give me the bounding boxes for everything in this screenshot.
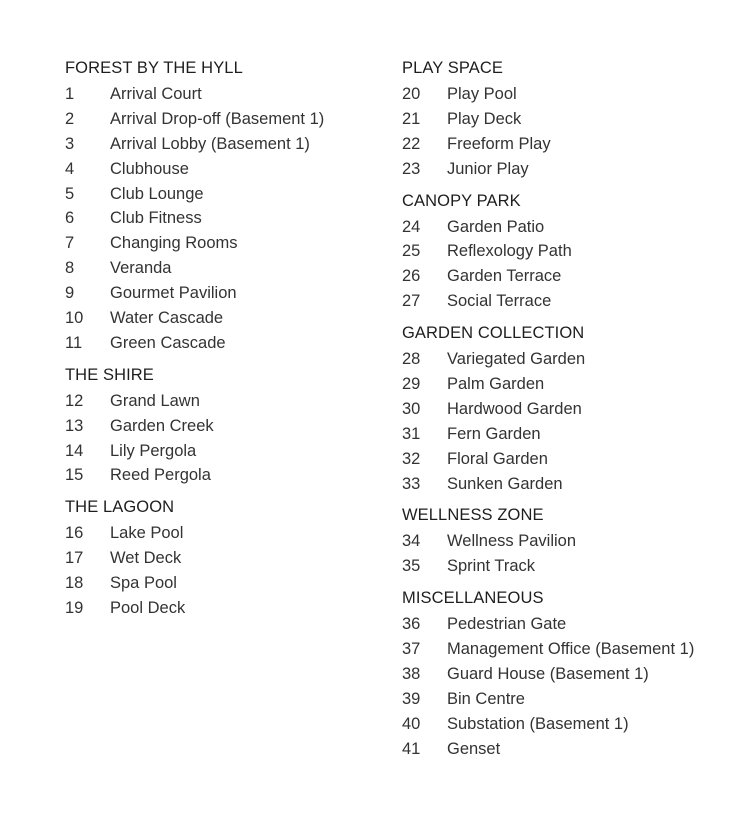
- legend-item-label: Arrival Drop-off (Basement 1): [110, 109, 325, 128]
- legend-item-number: 12: [65, 391, 84, 410]
- legend-item-label: Lake Pool: [110, 524, 184, 543]
- legend-item-number: 8: [65, 259, 75, 278]
- legend-item: [402, 132, 732, 157]
- legend-item-number: 28: [402, 350, 421, 369]
- legend-section: [402, 505, 732, 579]
- legend-item-number: 23: [402, 159, 421, 178]
- legend-item-label: Pool Deck: [110, 598, 186, 617]
- legend-item-label: Hardwood Garden: [447, 399, 582, 418]
- legend-column-right: [402, 58, 732, 771]
- legend-item-number: 22: [402, 134, 421, 153]
- legend-item: [65, 182, 385, 207]
- section-title: CANOPY PARK: [402, 191, 521, 210]
- legend-item: [402, 372, 732, 397]
- legend-item-number: 5: [65, 184, 75, 203]
- legend-section: [402, 588, 732, 761]
- legend-item-number: 36: [402, 615, 421, 634]
- legend-item-number: 29: [402, 374, 421, 393]
- legend-item: [402, 422, 732, 447]
- legend-item: [65, 306, 385, 331]
- legend-item-label: Spa Pool: [110, 574, 177, 593]
- legend-item-number: 24: [402, 217, 421, 236]
- legend-item-number: 25: [402, 242, 421, 261]
- legend-item: [402, 737, 732, 762]
- legend-item-label: Veranda: [110, 259, 172, 278]
- legend-item-number: 35: [402, 557, 421, 576]
- legend-item: [402, 347, 732, 372]
- legend-item-label: Changing Rooms: [110, 234, 238, 253]
- legend-item-number: 38: [402, 664, 421, 683]
- legend-item-label: Bin Centre: [447, 689, 525, 708]
- legend-section: [402, 191, 732, 315]
- legend-item-number: 26: [402, 267, 421, 286]
- legend-item: [65, 132, 385, 157]
- legend-item: [65, 439, 385, 464]
- legend-item: [402, 637, 732, 662]
- legend-item: [402, 289, 732, 314]
- legend-item-label: Social Terrace: [447, 292, 552, 311]
- legend-item: [65, 231, 385, 256]
- legend-column-left: [65, 58, 385, 630]
- legend-item: [402, 472, 732, 497]
- legend-item-label: Palm Garden: [447, 374, 545, 393]
- legend-item-label: Garden Patio: [447, 217, 545, 236]
- legend-item-number: 34: [402, 532, 421, 551]
- legend-item-label: Substation (Basement 1): [447, 714, 629, 733]
- legend-item: [402, 397, 732, 422]
- legend-item: [402, 157, 732, 182]
- legend-item: [65, 546, 385, 571]
- legend-item-label: Club Lounge: [110, 184, 204, 203]
- section-title: WELLNESS ZONE: [402, 506, 544, 525]
- legend-item: [65, 389, 385, 414]
- section-title: GARDEN COLLECTION: [402, 324, 585, 343]
- legend-item-number: 17: [65, 549, 84, 568]
- legend-section: [65, 58, 385, 356]
- legend-item-label: Reflexology Path: [447, 242, 572, 261]
- legend-item-number: 33: [402, 474, 421, 493]
- legend-item-number: 7: [65, 234, 75, 253]
- legend-item-number: 1: [65, 84, 75, 103]
- section-title: PLAY SPACE: [402, 59, 503, 77]
- legend-item: [65, 571, 385, 596]
- legend-item: [402, 107, 732, 132]
- legend-item: [65, 414, 385, 439]
- legend-item: [402, 264, 732, 289]
- legend-item: [402, 239, 732, 264]
- legend-item-number: 3: [65, 134, 75, 153]
- legend-item-label: Floral Garden: [447, 449, 548, 468]
- legend-item-label: Fern Garden: [447, 424, 541, 443]
- legend-item-number: 11: [65, 333, 83, 352]
- legend-item-number: 21: [402, 109, 421, 128]
- legend-section: [65, 497, 385, 621]
- legend-item-number: 30: [402, 399, 421, 418]
- legend-item-number: 37: [402, 640, 421, 659]
- legend-item-label: Club Fitness: [110, 209, 202, 228]
- legend-item-number: 19: [65, 598, 84, 617]
- legend-item: [65, 82, 385, 107]
- legend-item-label: Grand Lawn: [110, 391, 200, 410]
- legend-item-number: 9: [65, 284, 75, 303]
- legend-item: [402, 215, 732, 240]
- legend-item-number: 2: [65, 109, 75, 128]
- legend-item-label: Reed Pergola: [110, 466, 211, 485]
- legend-item: [65, 256, 385, 281]
- legend-item-number: 13: [65, 416, 84, 435]
- legend-item-label: Wellness Pavilion: [447, 532, 577, 551]
- legend-item: [65, 596, 385, 621]
- legend-item-label: Arrival Lobby (Basement 1): [110, 134, 310, 153]
- legend-item-label: Guard House (Basement 1): [447, 664, 649, 683]
- legend-item-number: 32: [402, 449, 421, 468]
- legend-item: [402, 447, 732, 472]
- legend-item: [65, 463, 385, 488]
- legend-item-number: 27: [402, 292, 421, 311]
- legend-item-number: 10: [65, 308, 84, 327]
- legend-section: [65, 365, 385, 489]
- section-title: THE SHIRE: [65, 365, 154, 384]
- legend-item: [402, 82, 732, 107]
- legend-item: [402, 612, 732, 637]
- legend-item-number: 14: [65, 441, 84, 460]
- legend-item: [65, 157, 385, 182]
- legend-item: [402, 662, 732, 687]
- legend-section: [402, 323, 732, 496]
- legend-item-number: 16: [65, 524, 84, 543]
- legend-item-number: 39: [402, 689, 421, 708]
- legend-item: [65, 107, 385, 132]
- legend-item-label: Water Cascade: [110, 308, 224, 327]
- legend-item: [65, 521, 385, 546]
- legend-item-label: Freeform Play: [447, 134, 551, 153]
- legend-item-number: 20: [402, 84, 421, 103]
- legend-item: [65, 281, 385, 306]
- legend-item-label: Play Deck: [447, 109, 522, 128]
- legend-item: [402, 687, 732, 712]
- legend-item-label: Wet Deck: [110, 549, 182, 568]
- legend-item-label: Junior Play: [447, 159, 529, 178]
- legend-item-label: Management Office (Basement 1): [447, 640, 695, 659]
- legend-item-number: 41: [402, 739, 421, 758]
- legend-item-label: Arrival Court: [110, 84, 202, 103]
- legend-item-label: Clubhouse: [110, 159, 189, 178]
- section-title: THE LAGOON: [65, 498, 175, 517]
- legend-item-number: 40: [402, 714, 421, 733]
- legend-item-label: Variegated Garden: [447, 350, 586, 369]
- legend-item: [402, 712, 732, 737]
- legend-item-number: 4: [65, 159, 75, 178]
- legend-item-number: 6: [65, 209, 75, 228]
- legend-section: [402, 58, 732, 182]
- legend-item-number: 18: [65, 574, 84, 593]
- legend-item-label: Green Cascade: [110, 333, 226, 352]
- legend-item-label: Gourmet Pavilion: [110, 284, 237, 303]
- legend-item-number: 15: [65, 466, 84, 485]
- legend-item: [65, 206, 385, 231]
- legend-item-number: 31: [402, 424, 421, 443]
- legend-item-label: Play Pool: [447, 84, 517, 103]
- legend-item-label: Sprint Track: [447, 557, 536, 576]
- legend-item-label: Pedestrian Gate: [447, 615, 567, 634]
- legend-item: [402, 554, 732, 579]
- legend-item: [65, 331, 385, 356]
- legend-item-label: Garden Terrace: [447, 267, 562, 286]
- legend-item-label: Lily Pergola: [110, 441, 197, 460]
- legend-item-label: Garden Creek: [110, 416, 214, 435]
- legend-item-label: Sunken Garden: [447, 474, 563, 493]
- section-title: FOREST BY THE HYLL: [65, 59, 243, 77]
- legend-item-label: Genset: [447, 739, 501, 758]
- section-title: MISCELLANEOUS: [402, 589, 544, 608]
- legend-item: [402, 529, 732, 554]
